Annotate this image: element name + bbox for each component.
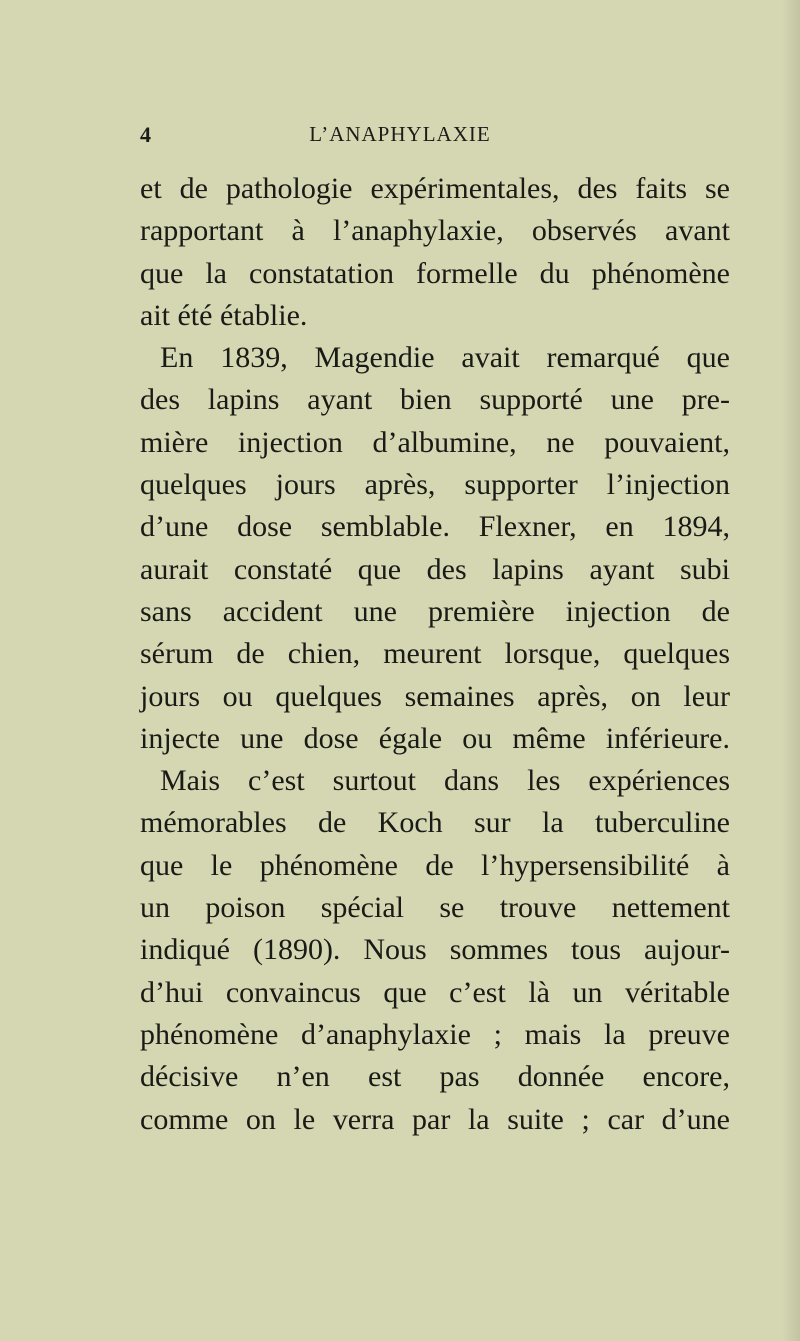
text-line: ait été établie. <box>140 298 308 332</box>
text-line: phénomène d’anaphylaxie ; mais la preuve <box>140 1017 730 1051</box>
text-line: jours ou quelques semaines après, on leur <box>140 679 730 713</box>
text-line: En 1839, Magendie avait remarqué que <box>160 341 730 375</box>
text-line: des lapins ayant bien supporté une pre- <box>140 383 730 417</box>
text-line: comme on le verra par la suite ; car d’une <box>140 1102 730 1136</box>
text-line: que le phénomène de l’hypersensibilité à <box>140 848 730 882</box>
page-header <box>0 122 800 154</box>
page-number: 4 <box>140 122 151 147</box>
text-line: Mais c’est surtout dans les expériences <box>160 764 730 798</box>
text-line: décisive n’en est pas donnée encore, <box>140 1060 730 1094</box>
text-line: mémorables de Koch sur la tuberculine <box>140 806 730 840</box>
text-line: injecte une dose égale ou même inférieure. <box>140 721 730 755</box>
body-text <box>140 168 730 1141</box>
text-line: un poison spécial se trouve nettement <box>140 891 730 925</box>
text-line: sans accident une première injection de <box>140 594 730 628</box>
text-line: mière injection d’albumine, ne pouvaient, <box>140 425 730 459</box>
text-line: quelques jours après, supporter l’injection <box>140 468 730 502</box>
text-line: que la constatation formelle du phénomène <box>140 256 730 290</box>
text-line: d’une dose semblable. Flexner, en 1894, <box>140 510 730 544</box>
text-line: et de pathologie expérimentales, des faits se <box>140 172 730 205</box>
text-line: indiqué (1890). Nous sommes tous aujour- <box>140 933 730 967</box>
text-line: sérum de chien, meurent lorsque, quelques <box>140 637 730 671</box>
running-head: L’ANAPHYLAXIE <box>309 122 491 146</box>
text-line: d’hui convaincus que c’est là un véritable <box>140 975 730 1009</box>
page-edge-shadow <box>782 0 800 1341</box>
text-line: rapportant à l’anaphylaxie, observés avant <box>140 214 730 248</box>
text-line: aurait constaté que des lapins ayant subi <box>140 552 730 586</box>
